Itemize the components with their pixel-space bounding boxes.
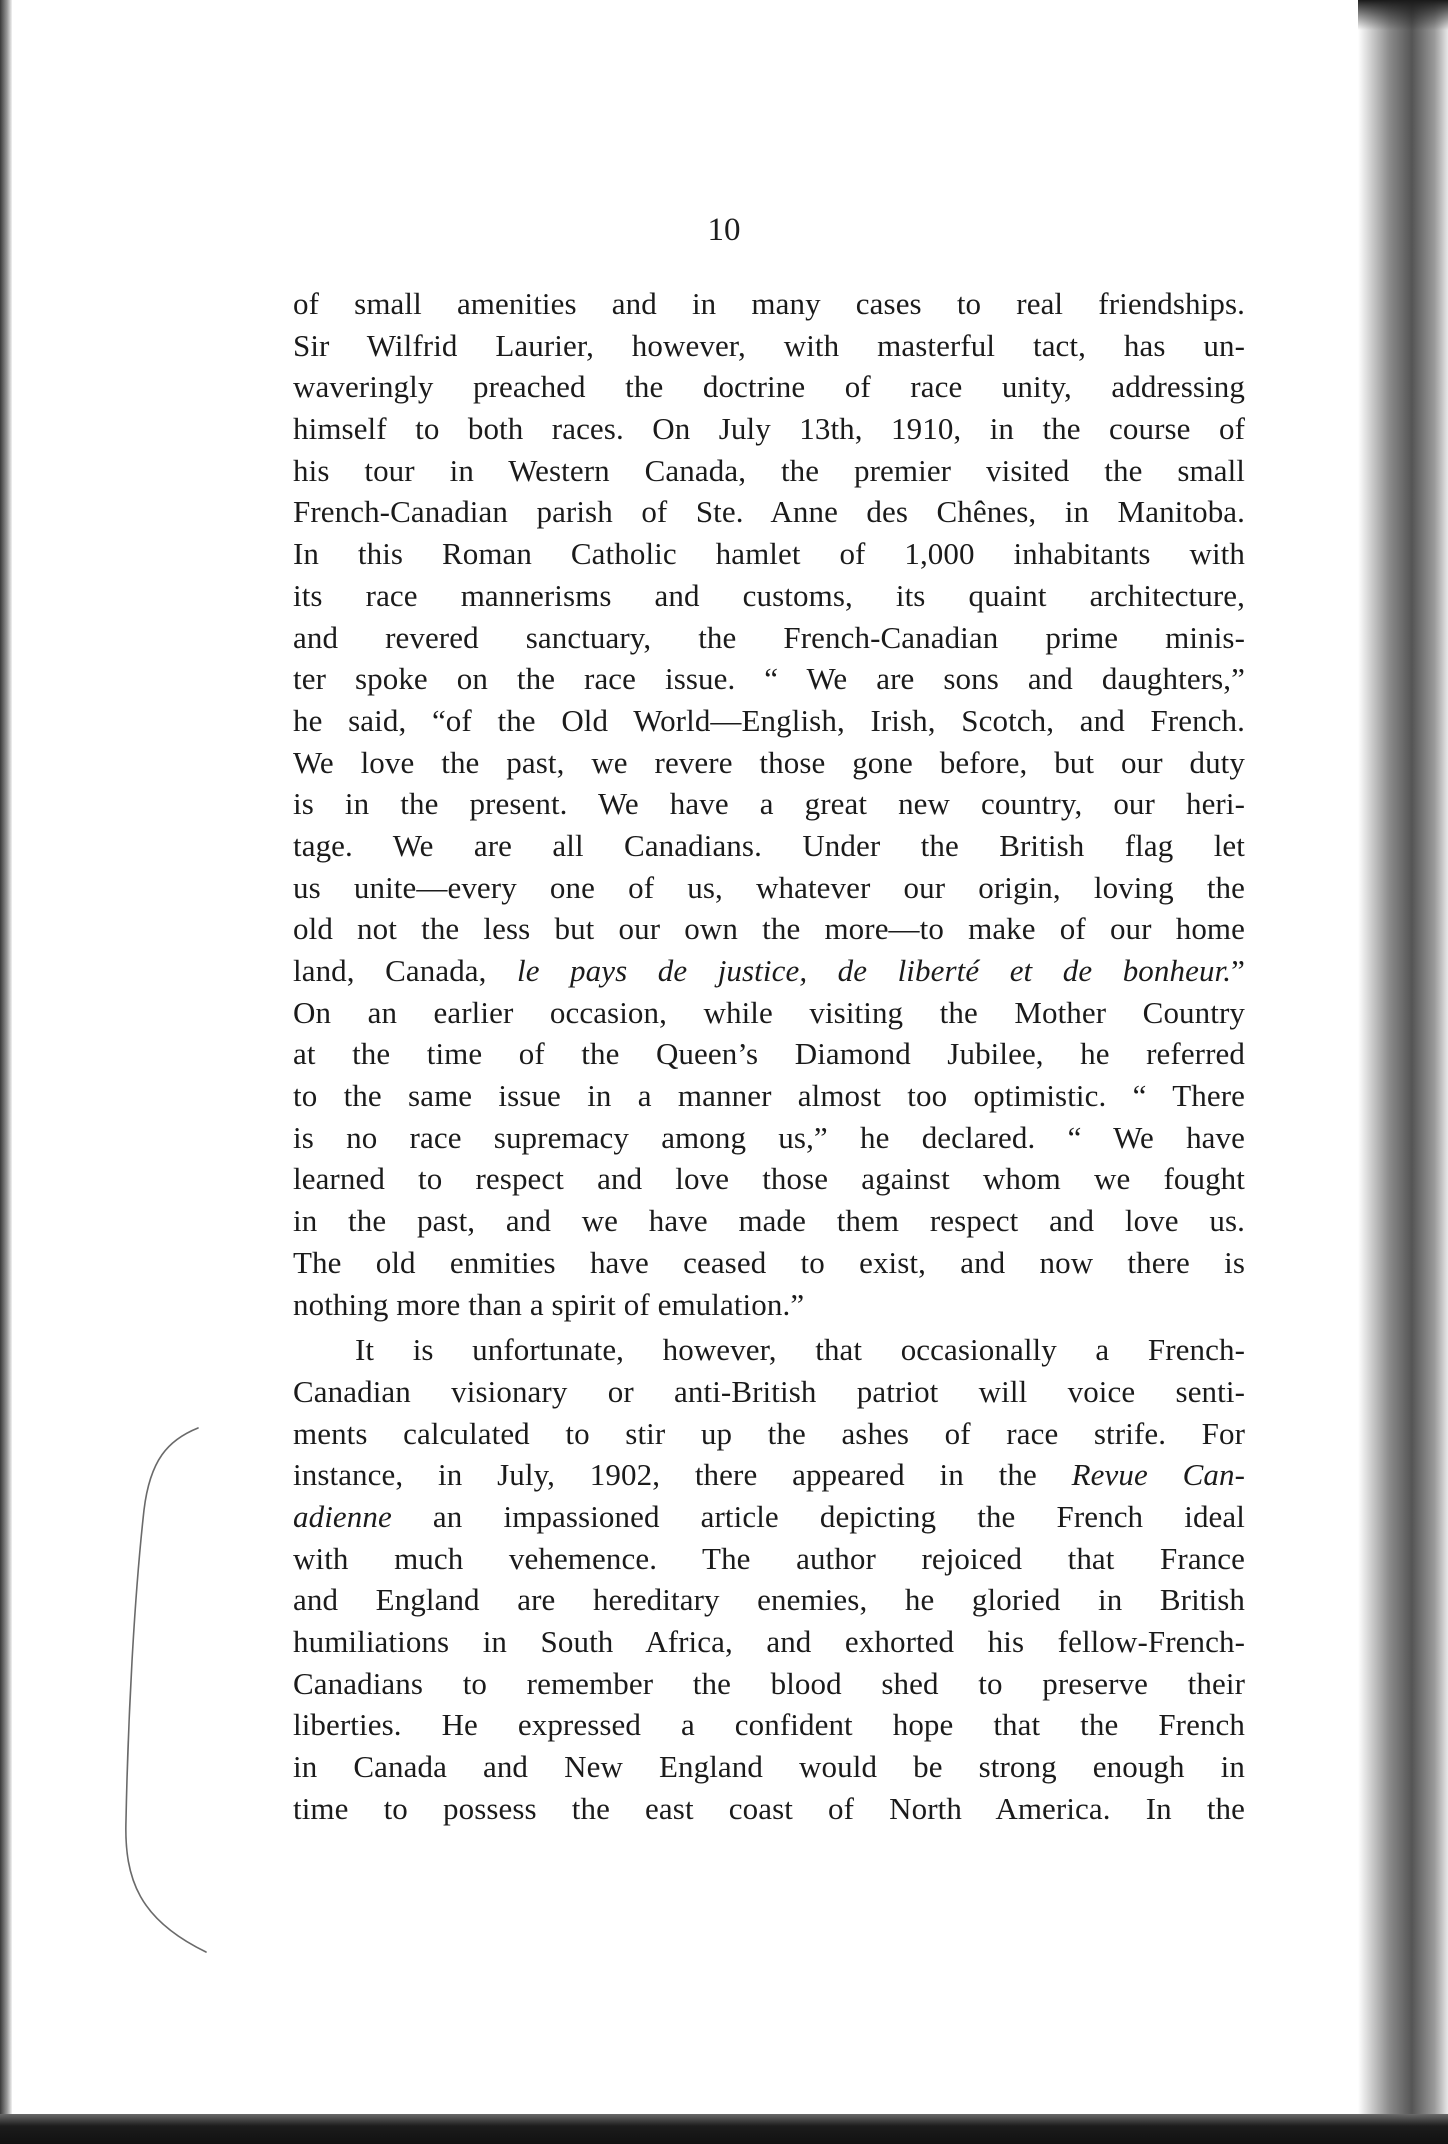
- text-line: The old enmities have ceased to exist, and now there is: [293, 1244, 1245, 1280]
- text-line: and revered sanctuary, the French-Canadian prime minis-: [293, 619, 1245, 655]
- binding-shadow: [1358, 0, 1448, 2144]
- text-line: waveringly preached the doctrine of race unity, addressing: [293, 369, 1245, 405]
- text-line: It is unfortunate, however, that occasionally a French-: [355, 1332, 1245, 1368]
- text-line: On an earlier occasion, while visiting the Mother Country: [293, 994, 1245, 1030]
- binding-shadow-top: [1358, 0, 1448, 30]
- text-line: French-Canadian parish of Ste. Anne des Chênes, in Manitoba.: [293, 494, 1245, 530]
- text-line: Canadian visionary or anti-British patriot will voice senti-: [293, 1373, 1245, 1409]
- text-line: he said, “of the Old World—English, Irish, Scotch, and French.: [293, 702, 1245, 738]
- text-line: is no race supremacy among us,” he declared. “ We have: [293, 1119, 1245, 1155]
- italic-french-quote: le pays de justice, de liberté et de bonheur.: [517, 953, 1232, 988]
- text-line: himself to both races. On July 13th, 1910, in the course of: [293, 411, 1245, 447]
- text-line: with much vehemence. The author rejoiced that France: [293, 1540, 1245, 1576]
- page-number: 10: [707, 212, 741, 248]
- text-line: time to possess the east coast of North America. In the: [293, 1790, 1245, 1826]
- text-line: In this Roman Catholic hamlet of 1,000 inhabitants with: [293, 536, 1245, 572]
- text-line: his tour in Western Canada, the premier visited the small: [293, 452, 1245, 488]
- scan-left-edge: [0, 0, 12, 2144]
- text-line: tage. We are all Canadians. Under the British flag let: [293, 827, 1245, 863]
- text-line: at the time of the Queen’s Diamond Jubilee, he referred: [293, 1036, 1245, 1072]
- text-line: We love the past, we revere those gone before, but our duty: [293, 744, 1245, 780]
- scan-bottom-edge: [0, 2114, 1448, 2144]
- italic-journal-title: adienne: [293, 1498, 392, 1534]
- text-line: old not the less but our own the more—to make of our home: [293, 911, 1245, 947]
- text-line-with-italic: [293, 950, 1245, 992]
- text-line: us unite—every one of us, whatever our origin, loving the: [293, 869, 1245, 905]
- text-line: nothing more than a spirit of emulation.”: [293, 1286, 805, 1322]
- text-segment: ”: [1231, 953, 1245, 988]
- text-line-with-italic: [293, 1496, 1245, 1538]
- text-line: Sir Wilfrid Laurier, however, with masterful tact, has un-: [293, 327, 1245, 363]
- text-line-with-italic: [293, 1454, 1245, 1496]
- text-segment: instance, in July, 1902, there appeared in the: [293, 1457, 1072, 1493]
- text-line: ter spoke on the race issue. “ We are sons and daughters,”: [293, 661, 1245, 697]
- text-line: its race mannerisms and customs, its quaint architecture,: [293, 577, 1245, 613]
- text-line: is in the present. We have a great new country, our heri-: [293, 786, 1245, 822]
- text-line: in Canada and New England would be strong enough in: [293, 1749, 1245, 1785]
- text-segment: land, Canada,: [293, 953, 517, 988]
- text-line: humiliations in South Africa, and exhorted his fellow-French-: [293, 1624, 1245, 1659]
- text-line: Canadians to remember the blood shed to preserve their: [293, 1665, 1245, 1701]
- text-line: liberties. He expressed a confident hope that the French: [293, 1707, 1245, 1743]
- text-line: learned to respect and love those against whom we fought: [293, 1161, 1245, 1197]
- body-text: [293, 283, 1245, 1829]
- text-line: ments calculated to stir up the ashes of race strife. For: [293, 1415, 1245, 1451]
- italic-journal-title: Revue Can-: [1071, 1457, 1245, 1493]
- text-line: to the same issue in a manner almost too optimistic. “ There: [293, 1078, 1245, 1114]
- text-segment: an impassioned article depicting the French ideal: [391, 1498, 1245, 1534]
- text-line: of small amenities and in many cases to real friendships.: [293, 286, 1245, 321]
- text-line: in the past, and we have made them respect and love us.: [293, 1203, 1245, 1239]
- pencil-margin-mark: [110, 1420, 230, 1960]
- text-line: and England are hereditary enemies, he gloried in British: [293, 1582, 1245, 1618]
